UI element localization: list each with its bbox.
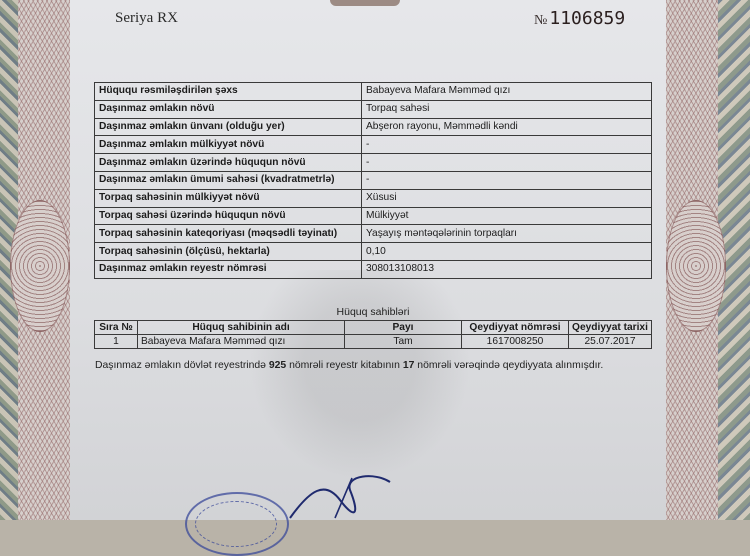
- field-value: 0,10: [362, 243, 652, 261]
- official-stamp-inner: [195, 501, 277, 547]
- series-label: Seriya RX: [115, 10, 178, 26]
- official-stamp: [185, 492, 289, 556]
- field-value: Torpaq sahəsi: [362, 100, 652, 118]
- registry-note: [95, 360, 603, 371]
- field-value: -: [362, 136, 652, 154]
- field-value: -: [362, 171, 652, 189]
- table-row: [95, 335, 652, 349]
- table-row: [95, 83, 652, 101]
- field-value: Mülkiyyət: [362, 207, 652, 225]
- owner-reg-date: 25.07.2017: [569, 335, 652, 349]
- registry-note-part1: Daşınmaz əmlakın dövlət reyestrində: [95, 360, 269, 371]
- table-row: [95, 260, 652, 278]
- owner-reg-number: 1617008250: [462, 335, 569, 349]
- field-label: Daşınmaz əmlakın reyestr nömrəsi: [95, 260, 362, 278]
- owners-header-row: [95, 321, 652, 335]
- left-rosette-ornament: [10, 200, 70, 332]
- field-label: Torpaq sahəsi üzərində hüququn növü: [95, 207, 362, 225]
- field-value: Yaşayış məntəqələrinin torpaqları: [362, 225, 652, 243]
- col-header-owner-name: Hüquq sahibinin adı: [138, 321, 345, 335]
- table-row: [95, 225, 652, 243]
- top-emblem-ornament: [330, 0, 400, 6]
- field-value: Babayeva Mafara Məmməd qızı: [362, 83, 652, 101]
- field-label: Daşınmaz əmlakın ünvanı (olduğu yer): [95, 118, 362, 136]
- number-value: 1106859: [549, 8, 626, 29]
- col-header-reg-number: Qeydiyyat nömrəsi: [462, 321, 569, 335]
- registry-note-part2: nömrəli reyestr kitabının: [286, 360, 403, 371]
- field-value: Xüsusi: [362, 189, 652, 207]
- watermark-building: [230, 270, 490, 500]
- signature: [280, 470, 400, 520]
- field-label: Torpaq sahəsinin kateqoriyası (məqsədli təyinatı): [95, 225, 362, 243]
- col-header-index: Sıra №: [95, 321, 138, 335]
- owners-table: [94, 320, 652, 349]
- field-value: Abşeron rayonu, Məmmədli kəndi: [362, 118, 652, 136]
- number-prefix: №: [534, 13, 548, 28]
- table-row: [95, 136, 652, 154]
- property-details-table: [94, 82, 652, 279]
- table-row: [95, 243, 652, 261]
- registry-book-number: 925: [268, 360, 287, 371]
- field-label: Daşınmaz əmlakın üzərində hüququn növü: [95, 154, 362, 172]
- table-row: [95, 100, 652, 118]
- owner-index: 1: [95, 335, 138, 349]
- field-label: Torpaq sahəsinin mülkiyyət növü: [95, 189, 362, 207]
- col-header-reg-date: Qeydiyyat tarixi: [569, 321, 652, 335]
- registry-note-part3: nömrəli vərəqində qeydiyyata alınmışdır.: [414, 360, 604, 371]
- table-row: [95, 189, 652, 207]
- field-label: Daşınmaz əmlakın ümumi sahəsi (kvadratmetrlə): [95, 171, 362, 189]
- field-value: -: [362, 154, 652, 172]
- owner-share: Tam: [345, 335, 462, 349]
- owners-title: Hüquq sahibləri: [336, 306, 410, 318]
- col-header-share: Payı: [345, 321, 462, 335]
- field-label: Hüququ rəsmiləşdirilən şəxs: [95, 83, 362, 101]
- field-label: Torpaq sahəsinin (ölçüsü, hektarla): [95, 243, 362, 261]
- field-label: Daşınmaz əmlakın növü: [95, 100, 362, 118]
- registry-page-number: 17: [402, 360, 415, 371]
- table-row: [95, 207, 652, 225]
- table-row: [95, 171, 652, 189]
- table-row: [95, 118, 652, 136]
- right-rosette-ornament: [666, 200, 726, 332]
- document-number: [534, 8, 625, 29]
- field-label: Daşınmaz əmlakın mülkiyyət növü: [95, 136, 362, 154]
- owner-name: Babayeva Mafara Məmməd qızı: [138, 335, 345, 349]
- field-value: 308013108013: [362, 260, 652, 278]
- table-row: [95, 154, 652, 172]
